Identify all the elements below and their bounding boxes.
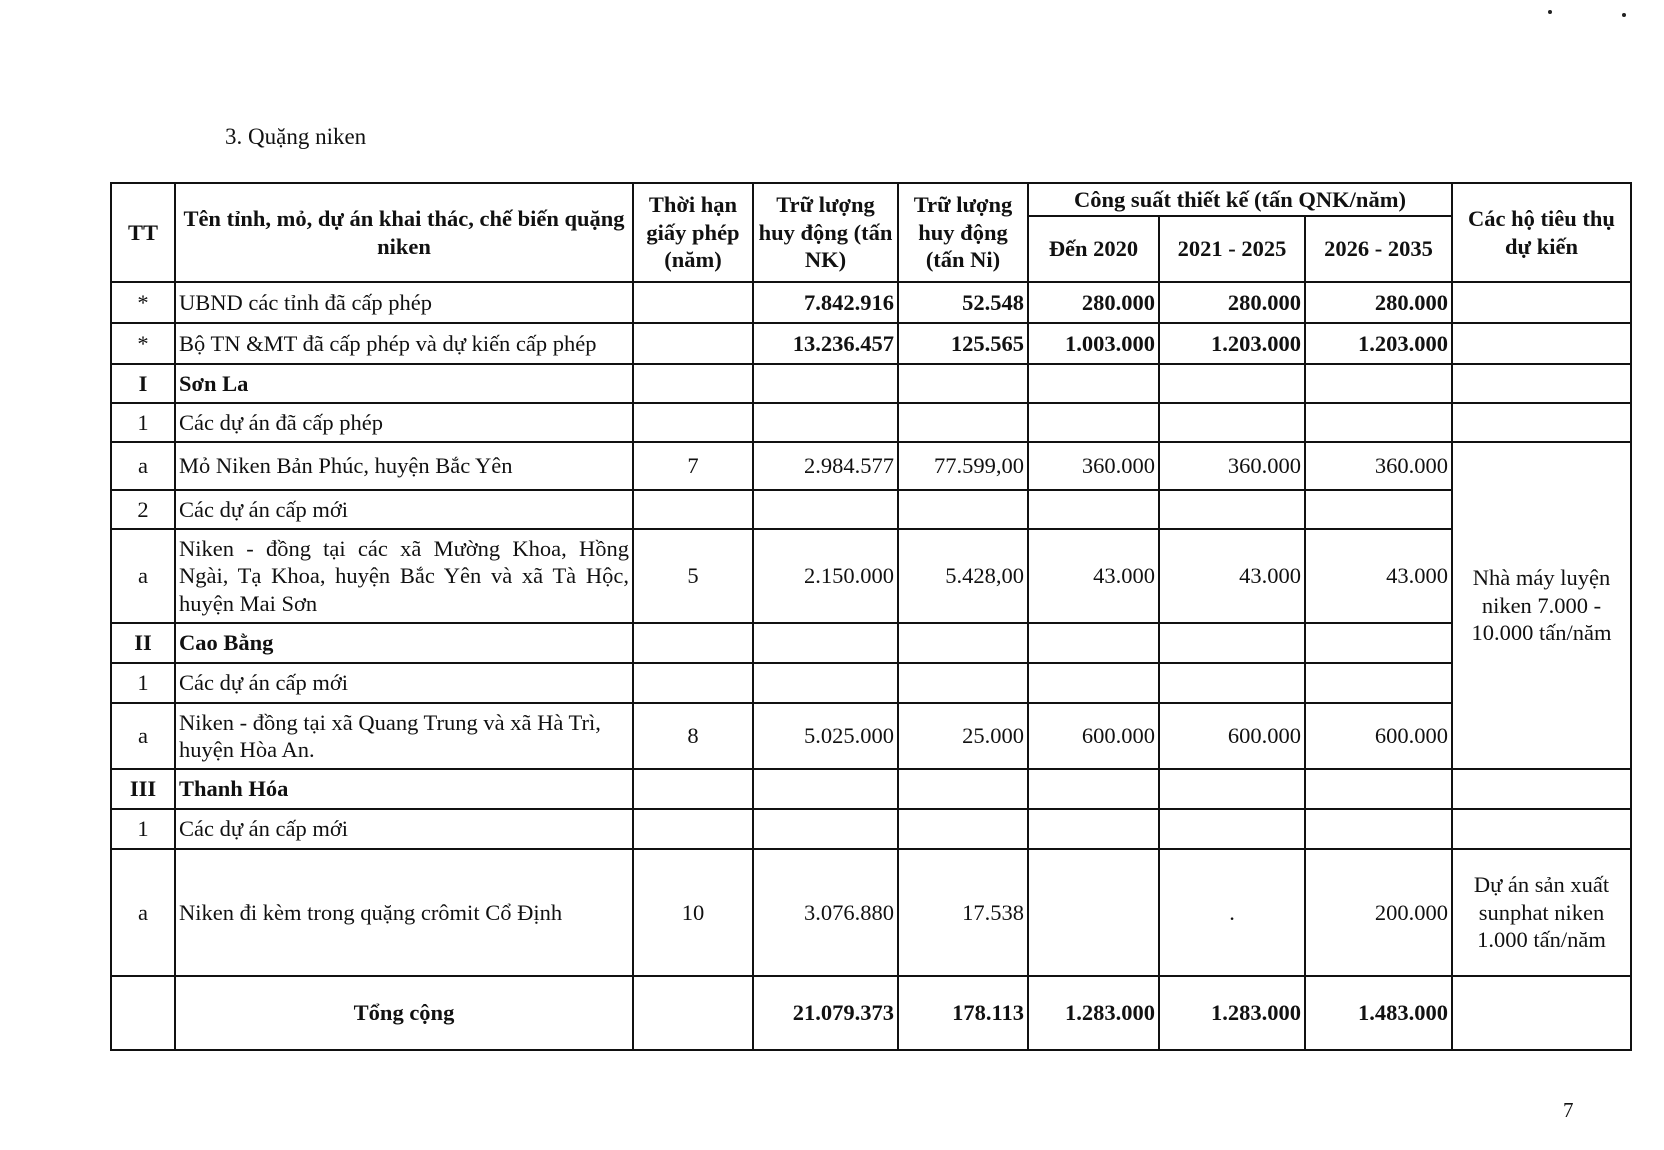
cell-name: Niken - đồng tại các xã Mường Khoa, Hồng Ngài, Tạ Khoa, huyện Bắc Yên và xã Tà Hộc, huyện Mai Sơn (175, 529, 633, 623)
header-tt: TT (111, 183, 175, 282)
cell-empty (1159, 769, 1305, 809)
cell-2021-2025: 43.000 (1159, 529, 1305, 623)
table-row-province (111, 364, 1631, 403)
cell-empty (1159, 403, 1305, 442)
cell-reserve-nk: 2.984.577 (753, 442, 898, 490)
total-label: Tổng cộng (175, 976, 633, 1050)
header-consumer: Các hộ tiêu thụ dự kiến (1452, 183, 1631, 282)
cell-name: Các dự án cấp mới (175, 490, 633, 529)
cell-empty (633, 663, 753, 703)
cell-empty (633, 364, 753, 403)
cell-tt: 2 (111, 490, 175, 529)
cell-tt: II (111, 623, 175, 663)
cell-consumer-merged: Nhà máy luyện niken 7.000 - 10.000 tấn/năm (1452, 442, 1631, 769)
cell-name: Niken - đồng tại xã Quang Trung và xã Hà Trì, huyện Hòa An. (175, 703, 633, 769)
cell-empty (633, 809, 753, 849)
cell-reserve-ni: 77.599,00 (898, 442, 1028, 490)
header-license: Thời hạn giấy phép (năm) (633, 183, 753, 282)
table-row (111, 323, 1631, 364)
cell-empty (1452, 769, 1631, 809)
total-2021-2025: 1.283.000 (1159, 976, 1305, 1050)
cell-name: Mỏ Niken Bản Phúc, huyện Bắc Yên (175, 442, 633, 490)
cell-empty (1305, 809, 1452, 849)
cell-2020: 360.000 (1028, 442, 1159, 490)
cell-reserve-nk: 5.025.000 (753, 703, 898, 769)
cell-empty (1305, 403, 1452, 442)
header-row (111, 183, 1631, 216)
header-capacity-group: Công suất thiết kế (tấn QNK/năm) (1028, 183, 1452, 216)
cell-2021-2025: 280.000 (1159, 282, 1305, 323)
cell-consumer: Dự án sản xuất sunphat niken 1.000 tấn/năm (1452, 849, 1631, 976)
cell-empty (753, 490, 898, 529)
cell-tt: III (111, 769, 175, 809)
total-2026-2035: 1.483.000 (1305, 976, 1452, 1050)
table-row (111, 849, 1631, 976)
cell-empty (753, 403, 898, 442)
cell-name: Thanh Hóa (175, 769, 633, 809)
cell-empty (1028, 623, 1159, 663)
cell-license (633, 323, 753, 364)
cell-empty (1305, 623, 1452, 663)
cell-reserve-ni: 125.565 (898, 323, 1028, 364)
cell-empty (1159, 490, 1305, 529)
cell-empty (898, 490, 1028, 529)
nickel-ore-table (110, 182, 1632, 1051)
table-row (111, 529, 1631, 623)
cell-name: Bộ TN &MT đã cấp phép và dự kiến cấp phép (175, 323, 633, 364)
cell-license: 8 (633, 703, 753, 769)
cell-tt: a (111, 442, 175, 490)
cell-empty (753, 364, 898, 403)
cell-reserve-nk: 2.150.000 (753, 529, 898, 623)
cell-empty (1452, 976, 1631, 1050)
cell-reserve-nk: 7.842.916 (753, 282, 898, 323)
table-row (111, 282, 1631, 323)
cell-2020: 280.000 (1028, 282, 1159, 323)
cell-license: 10 (633, 849, 753, 976)
cell-name: Các dự án cấp mới (175, 809, 633, 849)
cell-empty (1159, 623, 1305, 663)
cell-empty (1028, 769, 1159, 809)
cell-empty (633, 769, 753, 809)
cell-empty (753, 663, 898, 703)
table-row-province (111, 623, 1631, 663)
scan-speck (1548, 10, 1552, 14)
table-row-group (111, 809, 1631, 849)
table-row-group (111, 490, 1631, 529)
cell-empty (1305, 490, 1452, 529)
cell-empty (1305, 663, 1452, 703)
cell-empty (1159, 663, 1305, 703)
cell-2021-2025: 1.203.000 (1159, 323, 1305, 364)
cell-reserve-nk: 3.076.880 (753, 849, 898, 976)
cell-license (633, 282, 753, 323)
page-number: 7 (1563, 1098, 1574, 1122)
cell-tt: 1 (111, 663, 175, 703)
cell-reserve-ni: 52.548 (898, 282, 1028, 323)
cell-name: UBND các tỉnh đã cấp phép (175, 282, 633, 323)
cell-empty (1452, 809, 1631, 849)
cell-tt: 1 (111, 809, 175, 849)
cell-empty (1028, 663, 1159, 703)
cell-empty (1159, 364, 1305, 403)
table-row (111, 703, 1631, 769)
cell-tt: a (111, 703, 175, 769)
total-reserve-nk: 21.079.373 (753, 976, 898, 1050)
cell-2021-2025: 600.000 (1159, 703, 1305, 769)
header-reserve-ni: Trữ lượng huy động (tấn Ni) (898, 183, 1028, 282)
cell-empty (898, 623, 1028, 663)
cell-empty (1159, 809, 1305, 849)
cell-empty (111, 976, 175, 1050)
cell-empty (1452, 364, 1631, 403)
cell-empty (898, 769, 1028, 809)
cell-2026-2035: 280.000 (1305, 282, 1452, 323)
cell-empty (898, 809, 1028, 849)
cell-reserve-ni: 5.428,00 (898, 529, 1028, 623)
cell-2020: 43.000 (1028, 529, 1159, 623)
cell-2020: 1.003.000 (1028, 323, 1159, 364)
table-row-group (111, 663, 1631, 703)
cell-empty (633, 490, 753, 529)
cell-name: Các dự án cấp mới (175, 663, 633, 703)
cell-license: 5 (633, 529, 753, 623)
cell-name: Sơn La (175, 364, 633, 403)
cell-empty (1028, 403, 1159, 442)
cell-2026-2035: 1.203.000 (1305, 323, 1452, 364)
header-reserve-nk: Trữ lượng huy động (tấn NK) (753, 183, 898, 282)
cell-tt: 1 (111, 403, 175, 442)
header-2021-2025: 2021 - 2025 (1159, 216, 1305, 282)
cell-2026-2035: 200.000 (1305, 849, 1452, 976)
cell-2020 (1028, 849, 1159, 976)
cell-empty (633, 623, 753, 663)
cell-empty (753, 769, 898, 809)
cell-2021-2025: . (1159, 849, 1305, 976)
cell-empty (1028, 490, 1159, 529)
header-2026-2035: 2026 - 2035 (1305, 216, 1452, 282)
cell-tt: I (111, 364, 175, 403)
cell-empty (898, 364, 1028, 403)
header-name: Tên tỉnh, mỏ, dự án khai thác, chế biến quặng niken (175, 183, 633, 282)
header-2020: Đến 2020 (1028, 216, 1159, 282)
cell-reserve-ni: 25.000 (898, 703, 1028, 769)
section-title: 3. Quặng niken (225, 124, 367, 149)
cell-empty (898, 663, 1028, 703)
cell-empty (898, 403, 1028, 442)
cell-2026-2035: 43.000 (1305, 529, 1452, 623)
cell-name: Các dự án đã cấp phép (175, 403, 633, 442)
cell-empty (1028, 364, 1159, 403)
cell-2021-2025: 360.000 (1159, 442, 1305, 490)
cell-2020: 600.000 (1028, 703, 1159, 769)
cell-tt: * (111, 282, 175, 323)
cell-name: Cao Bằng (175, 623, 633, 663)
cell-empty (1305, 769, 1452, 809)
cell-2026-2035: 600.000 (1305, 703, 1452, 769)
cell-empty (753, 623, 898, 663)
cell-2026-2035: 360.000 (1305, 442, 1452, 490)
cell-empty (1028, 809, 1159, 849)
cell-empty (1452, 403, 1631, 442)
table-row-group (111, 403, 1631, 442)
cell-empty (633, 976, 753, 1050)
cell-license: 7 (633, 442, 753, 490)
table-row-province (111, 769, 1631, 809)
cell-empty (1305, 364, 1452, 403)
table-row (111, 442, 1631, 490)
total-2020: 1.283.000 (1028, 976, 1159, 1050)
table-row-total (111, 976, 1631, 1050)
cell-consumer (1452, 282, 1631, 323)
cell-empty (633, 403, 753, 442)
cell-reserve-ni: 17.538 (898, 849, 1028, 976)
scan-speck (1622, 13, 1626, 17)
cell-reserve-nk: 13.236.457 (753, 323, 898, 364)
cell-tt: a (111, 529, 175, 623)
cell-tt: a (111, 849, 175, 976)
cell-consumer (1452, 323, 1631, 364)
total-reserve-ni: 178.113 (898, 976, 1028, 1050)
cell-name: Niken đi kèm trong quặng crômit Cổ Định (175, 849, 633, 976)
cell-empty (753, 809, 898, 849)
cell-tt: * (111, 323, 175, 364)
